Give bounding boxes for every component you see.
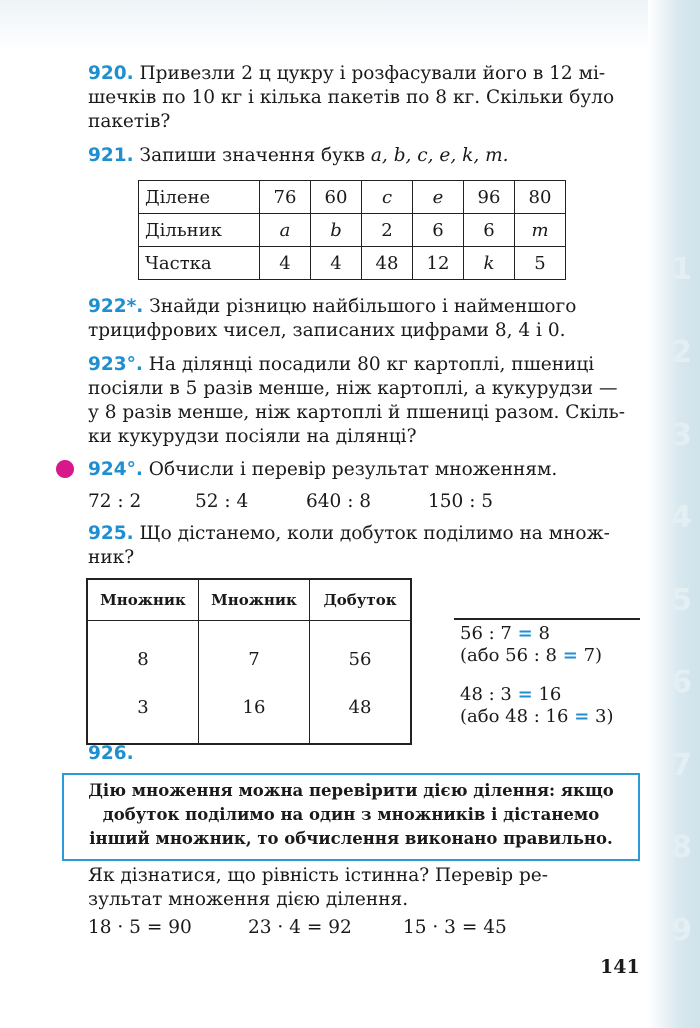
table-cell: 48 [362,247,413,280]
expression: 72 : 2 [88,491,142,512]
expression: 56 : 7 [460,623,512,644]
table-row [87,683,411,744]
table-cell: 6 [464,214,515,247]
row-label: Дільник [139,214,260,247]
column-header: Множник [199,579,310,621]
page-number: 141 [600,956,640,978]
side-number: 1 [671,252,692,287]
text-line: Знайди різницю найбільшого і найменшого [149,296,577,317]
text-line: Привезли 2 ц цукру і розфасували його в 12 мі- [139,63,606,84]
table-cell: 4 [311,247,362,280]
text-line: трицифрових чисел, записаних цифрами 8, 4 і 0. [88,320,566,341]
rule-line: Дію множення можна перевірити дією ділення: якщо [88,781,614,800]
exercise-number: 922*. [88,296,144,317]
result: 7) [583,645,603,666]
table-row [139,181,566,214]
top-band [0,0,700,52]
side-number: 2 [671,335,692,370]
division-table [138,180,566,280]
rule-line: добуток поділимо на один з множників і дістанемо [102,805,600,824]
letters: a, b, c, e, k, m. [370,145,509,166]
table-cell: 2 [362,214,413,247]
exercise-number: 926. [88,743,134,764]
row-label: Частка [139,247,260,280]
side-number: 6 [671,665,692,700]
exercise-926 [88,742,643,766]
table-cell: e [413,181,464,214]
side-number: 3 [671,418,692,453]
equals-sign: = [517,684,533,705]
column-header: Множник [87,579,199,621]
side-number: 7 [671,748,692,783]
table-cell: 8 [87,621,199,684]
table-header-row [87,579,411,621]
divider-line [454,618,640,620]
exercise-number: 924°. [88,459,143,480]
text-line: ки кукурудзи посіяли на ділянці? [88,426,417,447]
row-label: Ділене [139,181,260,214]
table-cell: 3 [87,683,199,744]
multiplication-table [86,578,412,745]
table-cell: c [362,181,413,214]
exercise-number: 923°. [88,354,143,375]
side-number: 9 [671,913,692,948]
expression: 52 : 4 [195,491,249,512]
equals-sign: = [562,645,578,666]
text-line: у 8 разів менше, ніж картоплі й пшениці разом. Скіль- [88,402,626,423]
equals-sign: = [574,706,590,727]
text-line: Обчисли і перевір результат множенням. [148,459,558,480]
table-cell: b [311,214,362,247]
rule-box [62,773,640,861]
rule-line: інший множник, то обчислення виконано правильно. [89,829,613,848]
text-line: Запиши значення букв [139,145,371,166]
exercise-number: 925. [88,523,134,544]
table-cell: 80 [515,181,566,214]
expression: 48 : 3 [460,684,512,705]
bullet-dot [56,460,74,478]
table-cell: 76 [260,181,311,214]
table-cell: 16 [199,683,310,744]
exercise-925 [88,522,643,570]
text-line: На ділянці посадили 80 кг картоплі, пшениці [148,354,595,375]
example-block [460,684,614,728]
text-line: пакетів? [88,111,171,132]
exercise-number: 920. [88,63,134,84]
table-cell: m [515,214,566,247]
table-cell: 7 [199,621,310,684]
exercise-926-text [88,864,643,912]
expression: 18 · 5 = 90 [88,917,192,938]
text-line: шечків по 10 кг і кілька пакетів по 8 кг. Скільки було [88,87,615,108]
example-block [460,623,602,667]
expression: 640 : 8 [306,491,372,512]
table-cell: a [260,214,311,247]
column-header: Добуток [310,579,412,621]
expression: 23 · 4 = 92 [248,917,352,938]
side-number: 4 [671,500,692,535]
table-row [139,247,566,280]
expression: (або 48 : 16 [460,706,569,727]
table-cell: 60 [311,181,362,214]
side-number: 5 [671,583,692,618]
table-cell: 6 [413,214,464,247]
table-cell: k [464,247,515,280]
text-line: Як дізнатися, що рівність істинна? Перевір ре- [88,865,548,886]
table-cell: 56 [310,621,412,684]
side-band [648,0,700,1028]
table-cell: 4 [260,247,311,280]
text-line: посіяли в 5 разів менше, ніж картоплі, а кукурудзи — [88,378,618,399]
text-line: Що дістанемо, коли добуток поділимо на множ- [139,523,610,544]
table-cell: 48 [310,683,412,744]
text-line: зультат множення дією ділення. [88,889,409,910]
exercise-922 [88,295,643,343]
expression: 15 · 3 = 45 [403,917,507,938]
expression: 150 : 5 [428,491,494,512]
exercise-920 [88,62,643,134]
exercise-923 [88,353,643,449]
table-cell: 12 [413,247,464,280]
expression: (або 56 : 8 [460,645,558,666]
exercise-number: 921. [88,145,134,166]
table-row [87,621,411,684]
table-cell: 96 [464,181,515,214]
result: 3) [595,706,614,727]
result: 8 [538,623,550,644]
equals-sign: = [517,623,533,644]
side-number: 8 [671,830,692,865]
result: 16 [538,684,562,705]
exercise-924 [88,458,643,482]
exercise-921 [88,144,643,168]
table-cell: 5 [515,247,566,280]
text-line: ник? [88,547,135,568]
table-row [139,214,566,247]
